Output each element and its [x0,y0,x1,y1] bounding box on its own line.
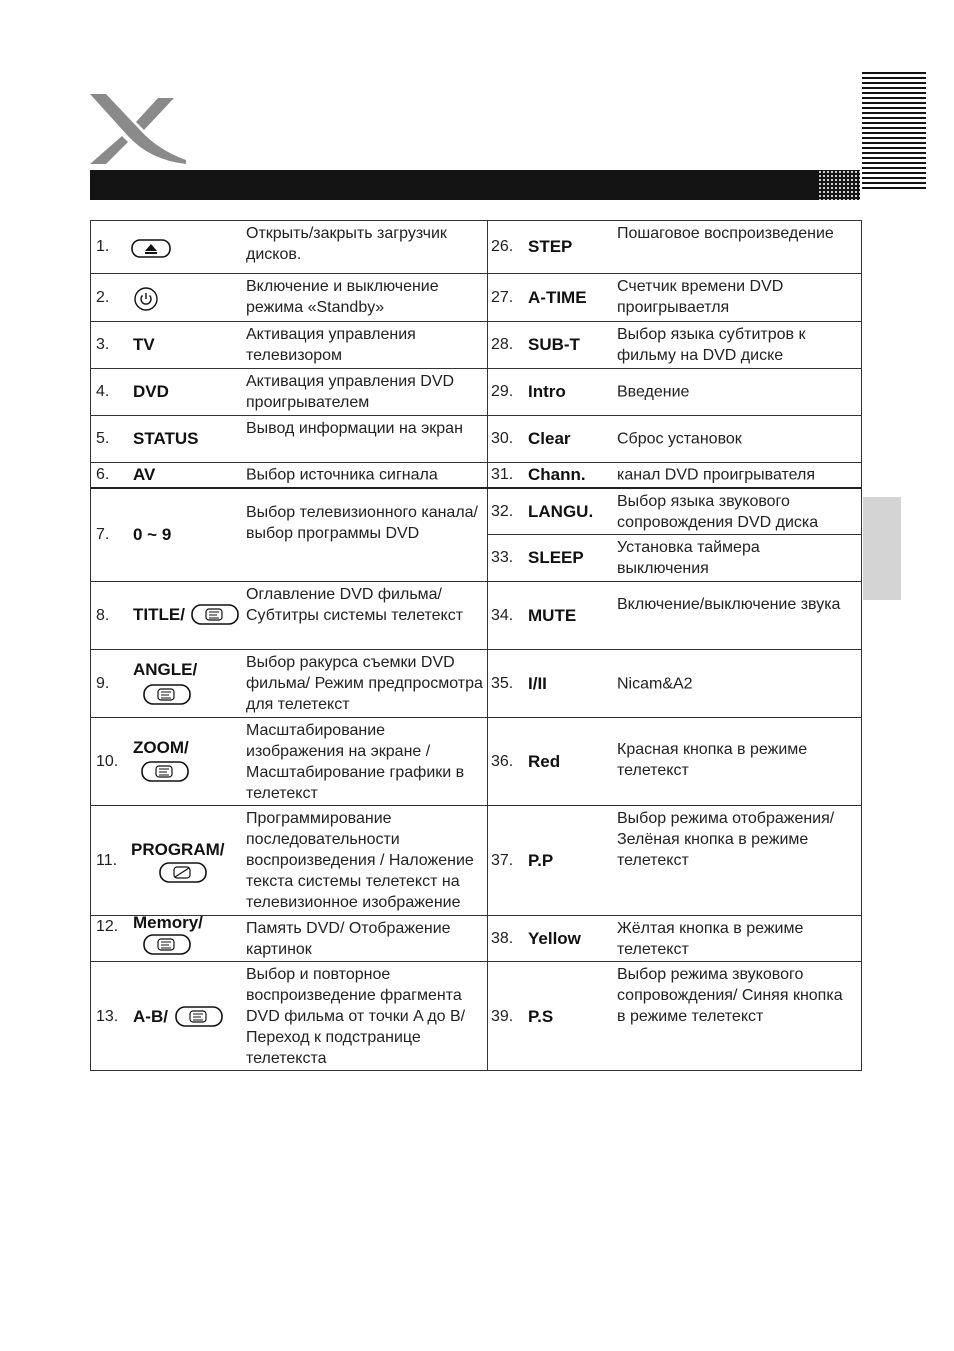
row-description: Выбор языка субтитров к фильму на DVD диске [617,326,806,364]
key-label: AV [133,465,156,484]
table-row [487,322,861,369]
x-logo-icon [88,92,188,164]
row-description: Выбор и повторное воспроизведение фрагмента DVD фильма от точки A до B/ Переход к подстранице телетекста [246,966,466,1067]
row-description: Выбор режима звукового сопровождения/ Синяя кнопка в режиме телетекст [617,966,843,1025]
row-number: 35. [491,674,514,692]
table-row [91,650,487,718]
right-column [487,221,861,1070]
row-description: Открыть/закрыть загрузчик дисков. [246,225,447,263]
key-label: LANGU. [528,501,594,521]
row-description: Вывод информации на экран [246,420,463,437]
key-label: A-TIME [528,287,587,307]
row-number: 9. [96,674,110,692]
teletext-preview-icon [143,684,193,706]
row-description: Выбор режима отображения/ Зелёная кнопка в режиме телетекст [617,810,835,869]
row-description: Установка таймера выключения [617,539,760,577]
table-row [487,489,861,535]
row-description: Счетчик времени DVD проигрываетля [617,278,784,316]
row-number: 27. [491,288,514,306]
row-number: 31. [491,466,514,483]
key-label: SUB-T [528,335,580,354]
table-row [91,913,487,962]
teletext-subpage-icon [175,1006,225,1028]
row-description: Активация управления телевизором [246,326,416,364]
row-number: 32. [491,502,514,520]
row-description: Nicam&A2 [617,675,693,692]
row-number: 28. [491,336,514,353]
table-row [91,489,487,582]
teletext-zoom-icon [141,761,191,783]
table-row [487,806,861,916]
key-label: DVD [133,382,169,401]
table-row [487,718,861,806]
row-description: Жёлтая кнопка в режиме телетекст [617,920,804,958]
decorative-stripes [862,72,926,200]
row-number: 13. [96,1008,119,1025]
table-row [91,416,487,463]
key-label: Clear [528,429,571,448]
key-label: 0 ~ 9 [133,525,172,544]
key-label: I/II [528,673,547,693]
table-row [91,806,487,916]
row-description: Выбор источника сигнала [246,466,438,484]
row-number: 38. [491,929,514,947]
key-label: Red [528,751,561,771]
row-description: Выбор телевизионного канала/ выбор программы DVD [246,504,478,542]
table-row [487,650,861,718]
row-number: 33. [491,549,514,566]
table-row [91,463,487,489]
table-row [91,718,487,806]
header-dots [818,170,860,200]
row-number: 5. [96,430,110,447]
row-description: Красная кнопка в режиме телетекст [617,741,808,779]
row-description: Оглавление DVD фильма/Субтитры системы телетекст [246,586,464,624]
table-row [91,322,487,369]
table-row [487,416,861,463]
table-row [487,221,861,274]
key-label: TV [133,335,155,354]
key-label: Memory/ [133,913,203,932]
row-description: Пошаговое воспроизведение [617,225,834,242]
key-label: Yellow [528,928,581,948]
table-row [487,463,861,489]
key-label: ZOOM/ [133,738,189,757]
row-number: 1. [96,238,110,255]
row-description: Память DVD/ Отображение картинок [246,920,451,958]
power-button-icon [133,286,159,312]
row-number: 37. [491,851,514,869]
side-tab [863,497,901,600]
table-row [91,274,487,322]
teletext-mix-icon [159,862,209,884]
row-number: 8. [96,606,110,624]
row-description: Масштабирование изображения на экране / Масштабирование графики в телетекст [246,722,465,802]
row-number: 2. [96,288,110,306]
table-row [91,369,487,416]
row-number: 3. [96,336,110,353]
row-number: 36. [491,752,514,770]
row-description: Выбор языка звукового сопровождения DVD диска [617,493,819,531]
teletext-cancel-icon [143,934,193,956]
row-description: канал DVD проигрывателя [617,466,816,484]
row-number: 39. [491,1008,514,1025]
key-label: Chann. [528,465,586,484]
header-bar [90,170,858,200]
table-row [487,962,861,1072]
row-description: Введение [617,383,690,401]
key-label: SLEEP [528,548,584,567]
row-number: 26. [491,238,514,255]
row-number: 11. [96,851,118,869]
key-label: P.P [528,850,554,870]
table-row [487,916,861,962]
row-description: Активация управления DVD проигрывателем [246,373,455,411]
left-column [91,221,488,1070]
key-label: STEP [528,237,573,256]
remote-functions-table [90,220,862,1071]
row-description: Программирование последовательности воспроизведения / Наложение текста системы телетекст на телевизионное изображение [246,810,474,911]
table-row [487,369,861,416]
key-label: Intro [528,382,566,401]
row-description: Включение и выключение режима «Standby» [246,278,439,316]
row-description: Сброс установок [617,430,742,448]
row-number: 6. [96,466,110,483]
row-number: 29. [491,383,514,400]
key-label: PROGRAM/ [131,840,225,859]
eject-button-icon [131,238,173,260]
row-number: 7. [96,526,110,543]
table-row [487,582,861,650]
row-number: 30. [491,430,514,447]
table-row [91,221,487,274]
table-row [487,535,861,582]
key-label: STATUS [133,429,199,448]
row-description: Включение/выключение звука [617,596,841,613]
table-row [91,582,487,650]
key-label: A-B/ [133,1007,168,1026]
row-number: 34. [491,606,514,624]
key-label: P.S [528,1007,554,1026]
key-label: TITLE/ [133,605,185,624]
teletext-subtitle-icon [191,604,241,626]
row-number: 12. [96,918,119,935]
row-description: Выбор ракурса съемки DVD фильма/ Режим предпросмотра для телетекст [246,654,483,713]
key-label: MUTE [528,605,577,625]
table-row [91,962,487,1072]
row-number: 10. [96,752,119,770]
key-label: ANGLE/ [133,660,198,679]
table-row [487,274,861,322]
row-number: 4. [96,383,110,400]
